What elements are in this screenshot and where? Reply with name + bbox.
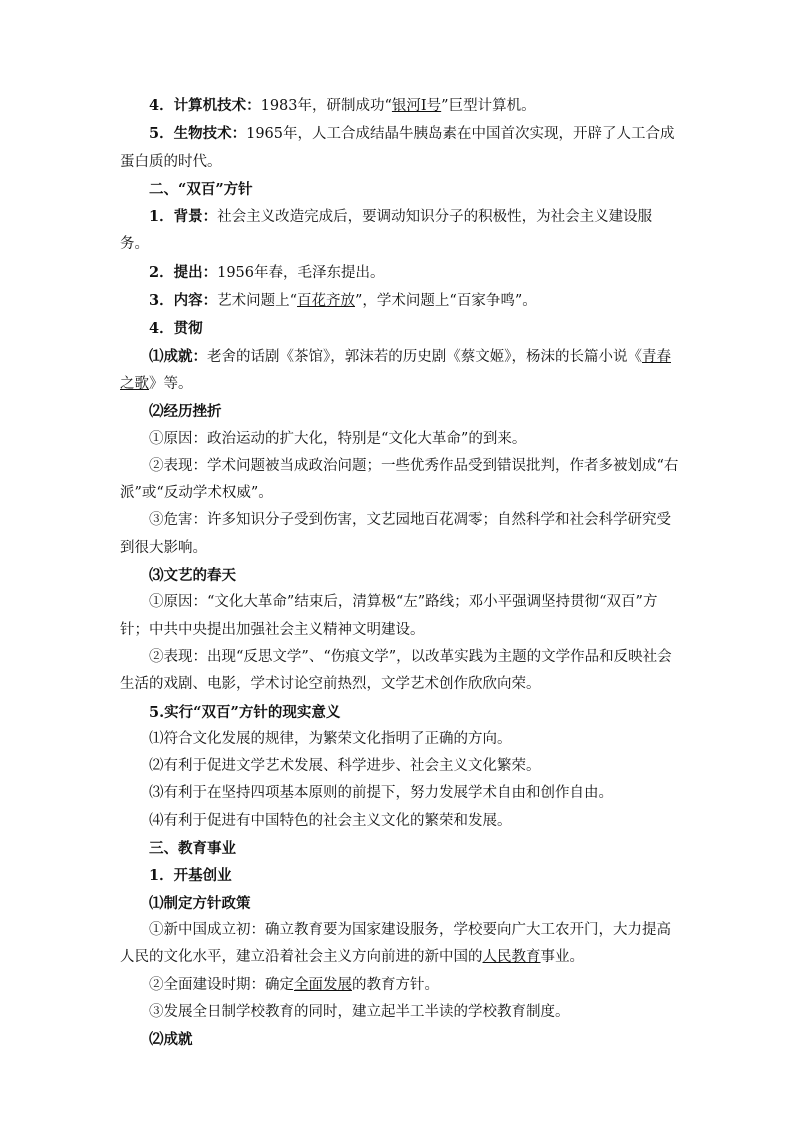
paragraph-founding-period <box>120 917 680 972</box>
paragraph-significance-1: ⑴符合文化发展的规律，为繁荣文化指明了正确的方向。 <box>149 730 512 747</box>
paragraph-setback-manifestation: ②表现：学术问题被当成政治问题；一些优秀作品受到错误批判，作者多被划成“右派”或“反动学术权威”。 <box>120 457 679 502</box>
item-text: ①新中国成立初：确立教育要为国家建设服务，学校要向广大工农开门，大力提高人民的文化水平，建立沿着社会主义方向前进的新中国的 <box>120 921 671 966</box>
item-text: 1983年，研制成功“ <box>260 98 392 114</box>
paragraph-significance-3: ⑶有利于在坚持四项基本原则的前提下，努力发展学术自由和创作自由。 <box>149 785 613 802</box>
item-label: 5．生物技术： <box>149 125 247 143</box>
subheading-policy: ⑴制定方针政策 <box>149 894 251 912</box>
document-page <box>120 92 680 1053</box>
item-label: ⑴成就： <box>149 347 207 365</box>
item-text: 事业。 <box>540 949 584 966</box>
section-heading-shuangbai: 二、“双百”方针 <box>149 180 253 198</box>
paragraph-achievements <box>120 343 680 399</box>
item-label: 2．提出： <box>149 263 218 281</box>
subheading-spring: ⑶文艺的春天 <box>149 567 236 585</box>
item-label: 3．内容： <box>149 292 218 310</box>
paragraph-school-system: ③发展全日制学校教育的同时，建立起半工半读的学校教育制度。 <box>149 1003 570 1020</box>
subheading-significance: 5.实行“双百”方针的现实意义 <box>149 703 341 721</box>
item-text: 1965年，人工合成结晶牛胰岛素在中国首次实现，开辟了人工合成蛋白质的时代。 <box>120 126 675 170</box>
section-heading-education: 三、教育事业 <box>149 840 236 858</box>
underlined-term: 银河Ⅰ号 <box>391 98 442 114</box>
item-text: ”巨型计算机。 <box>441 98 536 114</box>
item-text: ②全面建设时期：确定 <box>149 976 294 993</box>
paragraph-setback-harm: ③危害：许多知识分子受到伤害，文艺园地百花凋零；自然科学和社会科学研究受到很大影响。 <box>120 512 671 556</box>
underlined-term: 人民教育 <box>482 949 541 966</box>
paragraph-construction-period <box>120 972 680 999</box>
underlined-term: 青春之歌 <box>120 348 671 392</box>
subheading-results: ⑵成就 <box>149 1031 193 1049</box>
item-text: 老舍的话剧《茶馆》，郭沫若的历史剧《蔡文姬》，杨沫的长篇小说《 <box>207 348 642 365</box>
paragraph-setback-cause: ①原因：政治运动的扩大化，特别是“文化大革命”的到来。 <box>149 430 527 447</box>
paragraph-computer-tech <box>120 92 680 120</box>
paragraph-spring-cause: ①原因：“文化大革命”结束后，清算极“左”路线；邓小平强调坚持贯彻“双百”方针；中共中央提出加强社会主义精神文明建设。 <box>120 594 658 638</box>
paragraph-significance-4: ⑷有利于促进有中国特色的社会主义文化的繁荣和发展。 <box>149 812 512 829</box>
paragraph-proposal <box>120 259 680 287</box>
item-text: 的教育方针。 <box>352 976 439 993</box>
subheading-setbacks: ⑵经历挫折 <box>149 403 222 421</box>
subheading-implementation: 4．贯彻 <box>149 320 203 338</box>
underlined-term: 百花齐放 <box>297 293 356 310</box>
paragraph-biotech <box>120 120 680 176</box>
item-text: ”，学术问题上“百家争鸣”。 <box>355 293 537 310</box>
item-text: 社会主义改造完成后，要调动知识分子的积极性，为社会主义建设服务。 <box>120 209 653 253</box>
item-text: 》等。 <box>149 375 193 392</box>
paragraph-spring-manifestation: ②表现：出现“反思文学”、“伤痕文学”，以改革实践为主题的文学作品和反映社会生活的戏剧、电影，学术讨论空前热烈，文学艺术创作欣欣向荣。 <box>120 648 672 693</box>
paragraph-background <box>120 203 680 259</box>
underlined-term: 全面发展 <box>294 976 352 993</box>
item-text: 艺术问题上“ <box>217 293 298 310</box>
item-label: 4．计算机技术： <box>149 97 261 114</box>
subheading-founding: 1．开基创业 <box>149 867 232 885</box>
item-label: 1．背景： <box>149 208 218 226</box>
paragraph-content <box>120 287 680 315</box>
paragraph-significance-2: ⑵有利于促进文学艺术发展、科学进步、社会主义文化繁荣。 <box>149 758 541 775</box>
item-text: 1956年春，毛泽东提出。 <box>217 264 385 281</box>
